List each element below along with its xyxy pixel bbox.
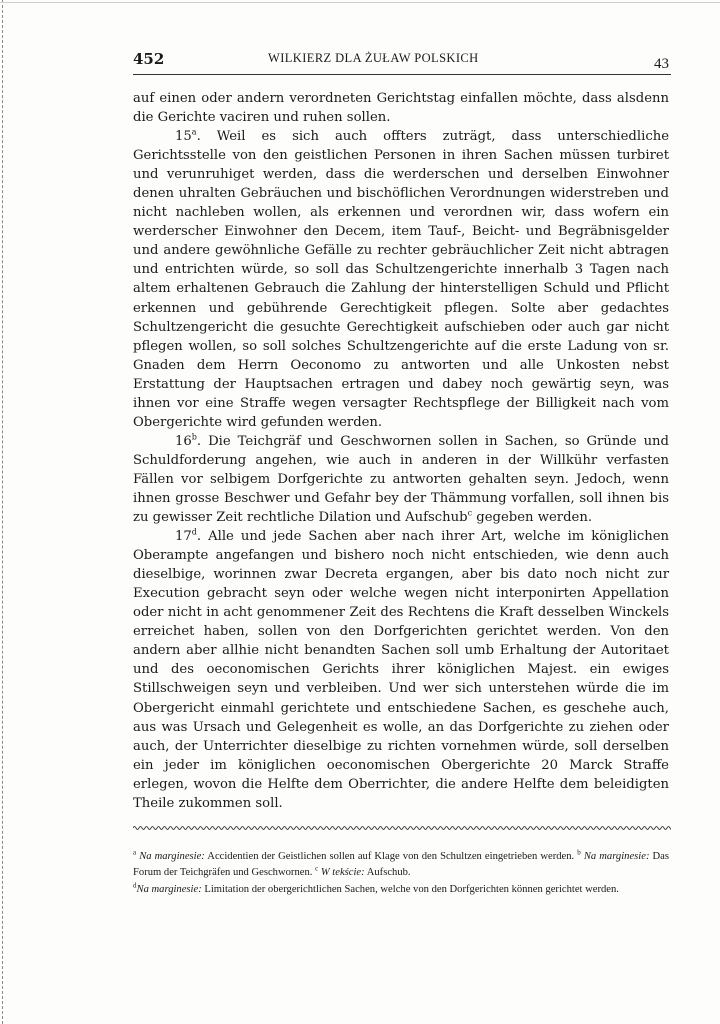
footnote-marker: d [133,881,137,890]
body-text [133,89,669,813]
footnote-c [315,864,411,879]
footnote-a [133,848,575,862]
footnote-separator [133,824,671,832]
footnote-label: Na marginesie: [583,851,650,862]
paragraph-tail: gegeben werden. [472,510,593,526]
page-number-left: 452 [133,50,165,68]
footnote-marker: a [133,848,137,857]
scan-edge-left [2,0,7,1024]
footnote-marker: d [191,527,197,537]
paragraph-number: 15 [175,129,192,145]
footnote-marker: c [315,864,319,873]
paragraph-text: . Die Teichgräf und Geschwornen sollen in Sachen, so Gründe und Schuldforderung angehen, wie auch in anderen in der Willkühr verfasten Fällen vor selbigem Dorfgerichte zu antworten gehalten seyn. Jedoch, wenn ihnen grosse Beschwer und Gefahr bey der Thämmung vorfallen, soll ihnen bis zu gewisser Zeit rechtliche Dilation und Aufschub [133,433,669,526]
footnote-marker: c [467,508,473,518]
footnotes [133,849,669,898]
paragraph-text: auf einen oder andern verordneten Gerichtstag einfallen möchte, dass alsdenn die Gerichte vaciren und ruhen sollen. [133,91,669,126]
footnote-marker: b [191,432,197,442]
footnote-text: Limitation der obergerichtlichen Sachen, welche von den Dorfgerichten können gerichtet werden. [201,883,619,895]
running-title: WILKIERZ DLA ŻUŁAW POLSKICH [268,51,479,65]
paragraph-16 [133,432,669,527]
paragraph-15 [133,127,669,432]
footnote-label: Na marginesie: [139,851,205,862]
scan-edge-top [0,2,720,6]
footnote-label: Na marginesie: [136,883,202,895]
paragraph-text: . Weil es sich auch offters zuträgt, dass unterschiedliche Gerichtsstelle von den geistlichen Personen in ihren Sachen müssen turbiret und verunruhiget werden, dass die werderschen und derselben Einwohner denen uhralten Gebräuchen und bischöflichen Verordnungen widerstreben und nicht nachleben wollen, als erkennen und verordnen wir, dass wofern ein werderscher Einwohner den Decem, item Tauf-, Beicht- und Begräbnisgelder und andere gewöhnliche Gefälle zu rechter gebräuchlicher Zeit nicht abtragen und entrichten würde, so soll das Schultzengerichte innerhalb 3 Tagen nach altem erhaltenen Gebrauch die Zahlung der hinterstelligen Schuld und Pflicht erkennen und gebührende Gerechtigkeit pflegen. Solte aber gedachtes Schultzengericht die gesuchte Gerechtigkeit aufschieben oder auch gar nicht pflegen wollen, so soll solches Schultzengerichte auf die erste Ladung von sr. Gnaden dem Herrn Oeconomo zu antworten und alle Unkosten nebst Erstattung der Hauptsachen ertragen und dabey noch gewärtig seyn, was ihnen vor eine Straffe wegen versagter Rechtspflege der Billigkeit nach vom Obergerichte wird gefunden werden. [133,129,669,430]
paragraph-number: 17 [175,529,192,545]
page-header [133,48,671,75]
footnote-label: W tekście: [320,867,365,879]
footnote-block [133,849,669,898]
paragraph-number: 16 [175,433,192,449]
footnote-text: Aufschub. [364,867,411,879]
footnote-text: Accidentien der Geistlichen sollen auf Klage von den Schultzen eingetrieben werden. [204,851,575,862]
page-number-right: 43 [654,56,669,72]
paragraph-continuation [133,89,669,127]
footnote-text: Das Forum der Teichgräfen und Geschwornen. [133,851,670,879]
footnote-d [133,882,669,898]
footnote-marker: a [191,127,197,137]
paragraph-text: . Alle und jede Sachen aber nach ihrer Art, welche im königlichen Oberampte angefangen und bishero noch nicht entschieden, wie denn auch dieselbige, worinnen zwar Decreta ergangen, aber bis dato noch nicht zur Execution gebracht seyn oder welche wegen nicht interponirten Appellation oder nicht in acht genommener Zeit des Rechtens die Kraft desselben Winckels erreichet haben, sollen von den Dorfgerichten gerichtet werden. Von den andern aber allhie nicht benandten Sachen soll umb Erhaltung der Autoritaet und des oeconomischen Gerichts ihrer königlichen Majest. ein ewiges Stillschweigen seyn und verbleiben. Und wer sich unterstehen würde die im Obergericht einmahl gerichtete und entschiedene Sachen, es geschehe auch, aus was Ursach und Gelegenheit es wolle, an das Dorfgerichte zu ziehen oder auch, der Unterrichter dieselbige zu richten vornehmen würde, soll derselben ein jeder im königlichen oeconomischen Obergerichte 20 Marck Straffe erlegen, wovon die Helfte dem Oberrichter, die andere Helfte dem beleidigten Theile zukommen soll. [133,529,669,811]
paragraph-17 [133,527,669,813]
footnote-marker: b [577,848,581,857]
